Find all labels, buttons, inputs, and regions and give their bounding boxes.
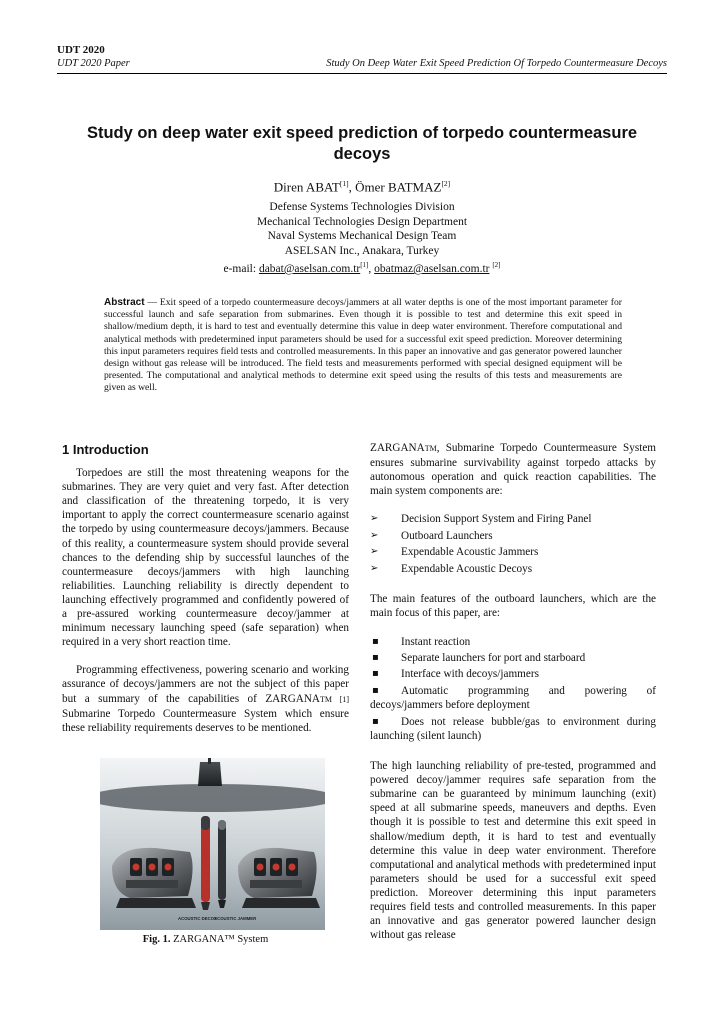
paper-title bbox=[57, 123, 667, 165]
running-title: Study On Deep Water Exit Speed Prediction Of Torpedo Countermeasure Decoys bbox=[326, 58, 667, 69]
author-1: Diren ABAT bbox=[273, 179, 340, 195]
title-line-2: decoys bbox=[333, 145, 391, 163]
header-rule bbox=[57, 73, 667, 74]
intro-paragraph-2 bbox=[62, 663, 349, 734]
list-item: ▪ Does not release bubble/gas to environment during launching (silent launch) bbox=[370, 715, 656, 743]
list-item: ▪ Automatic programming and powering of decoys/jammers before deployment bbox=[370, 684, 656, 712]
label-acoustic-decoy: ACOUSTIC DECOY bbox=[178, 916, 217, 921]
list-item: ➢ Outboard Launchers bbox=[370, 529, 656, 543]
affiliation bbox=[57, 200, 667, 276]
list-item: ▪ Interface with decoys/jammers bbox=[370, 667, 656, 681]
email-link-1[interactable]: dabat@aselsan.com.tr bbox=[258, 262, 361, 275]
features-list bbox=[370, 635, 656, 743]
components-list bbox=[370, 512, 656, 576]
submarine-sail bbox=[198, 762, 222, 786]
trademark-mark: TM bbox=[424, 444, 437, 453]
intro-p2-text-b: Submarine Torpedo Countermeasure System which ensure these reliability requirements deserves to be mentioned. bbox=[62, 707, 349, 734]
conference-name: UDT 2020 bbox=[57, 44, 105, 56]
affiliation-line-3: Naval Systems Mechanical Design Team bbox=[267, 230, 457, 242]
list-item: ▪ Instant reaction bbox=[370, 635, 656, 649]
launcher-left bbox=[112, 848, 196, 908]
intro-paragraph-1: Torpedoes are still the most threatening weapons for the submarines. They are very quiet and very fast. After detection and classification of the threatening torpedo, it is very important to apply the correct countermeasure scenario against the torpedo by using countermeasure decoys/jammers. Because of this reality, a countermeasure system should provide several chances to the defending ship by successful launches of the countermeasure decoys/jammers with high launching reliabilities. Launching reliability is directly dependent to launching effectively programmed and confidently powered of a pre-assured working countermeasure decoy/jammer at minimum necessary launching speed (safe separation) when required in a very short reaction time. bbox=[62, 467, 349, 649]
abstract-text: — Exit speed of a torpedo countermeasure decoys/jammers at all water depths is one of the most important parameter for successful launch and safe separation from submarines. Even though it is possible to test and determine this exit speed in shallow/medium depth, it is hard to test and eventually determine this value in deep water environment. Therefore computational and analytical methods with predetermined input parameters should be used for a successful exit speed prediction. Moreover determining this input parameters requires field tests and controlled measurements. In this paper an innovative and gas generator powered launcher design without gas release will be introduced. The field tests and measurements performed with special designed equipment will be presented. The computational and analytical methods to determine exit speed using the results of this tests and measurements are given as well. bbox=[104, 297, 622, 394]
author-list bbox=[57, 179, 667, 195]
submarine-hull bbox=[100, 784, 325, 812]
email-line bbox=[57, 258, 667, 276]
paper-label: UDT 2020 Paper bbox=[57, 58, 130, 69]
citation-ref: [1] bbox=[332, 694, 349, 704]
trademark-mark: TM bbox=[320, 694, 333, 704]
list-item: ➢ Decision Support System and Firing Panel bbox=[370, 512, 656, 526]
figure-caption-label: Fig. 1. bbox=[142, 934, 171, 945]
left-column bbox=[62, 441, 349, 735]
acoustic-jammer-unit bbox=[218, 820, 226, 908]
list-item: ➢ Expendable Acoustic Decoys bbox=[370, 562, 656, 576]
label-acoustic-jammer: ACOUSTIC JAMMER bbox=[214, 916, 257, 921]
zargana-paragraph bbox=[370, 441, 656, 498]
reliability-paragraph: The high launching reliability of pre-tested, programmed and powered decoy/jammer requires safe separation from the submarine can be guaranteed by minimum launching (exit) speed at all submarine speeds, maneuvers and depths. Even though it is possible to test and determine this exit speed in shallow/medium depth, it is hard to test and eventually determine this value in deep water environment. Therefore computational and analytical methods with predetermined input parameters should be used for a successful exit speed prediction. Moreover determining this input parameters requires field tests and controlled measurements. In this paper an innovative and gas generator powered launcher design without gas release bbox=[370, 760, 656, 942]
affiliation-line-2: Mechanical Technologies Design Department bbox=[256, 215, 468, 228]
zargana-name: ZARGANA bbox=[370, 442, 425, 454]
right-column bbox=[370, 441, 656, 942]
abstract bbox=[104, 297, 622, 395]
affiliation-line-1: Defense Systems Technologies Division bbox=[269, 201, 455, 213]
author-2: Ömer BATMAZ bbox=[355, 179, 442, 195]
affiliation-line-4: ASELSAN Inc., Anakara, Turkey bbox=[284, 244, 440, 257]
author-1-ref: [1] bbox=[339, 179, 349, 188]
email-label: e-mail: bbox=[223, 262, 259, 275]
zargana-text: , Submarine Torpedo Countermeasure System ensures submarine survivability against torpedo attacks by autonomous operation and quick reaction capabilities. The main system components are: bbox=[370, 442, 656, 498]
features-intro: The main features of the outboard launchers, which are the main focus of this paper, are: bbox=[370, 593, 656, 620]
figure-image bbox=[100, 758, 325, 930]
launcher-right bbox=[238, 848, 320, 908]
section-heading: 1 Introduction bbox=[62, 442, 149, 457]
figure-caption bbox=[62, 934, 349, 945]
acoustic-decoy-unit bbox=[201, 816, 210, 910]
list-item: ▪ Separate launchers for port and starboard bbox=[370, 651, 656, 665]
author-separator: , bbox=[348, 179, 356, 195]
figure-caption-text: ZARGANA™ System bbox=[170, 934, 269, 945]
email-2-ref: [2] bbox=[492, 261, 501, 269]
intro-p2-text-a: Programming effectiveness, powering scenario and working assurance of decoys/jammers are not the subject of this paper but a summary of the capabilities of ZARGANA bbox=[62, 664, 349, 705]
list-item: ➢ Expendable Acoustic Jammers bbox=[370, 545, 656, 559]
email-1-ref: [1] bbox=[360, 261, 369, 269]
email-separator: , bbox=[368, 262, 375, 275]
abstract-label: Abstract bbox=[104, 297, 145, 308]
title-line-1: Study on deep water exit speed prediction of torpedo countermeasure bbox=[86, 124, 638, 142]
figure-zargana-system bbox=[100, 758, 325, 930]
author-2-ref: [2] bbox=[441, 179, 451, 188]
email-link-2[interactable]: obatmaz@aselsan.com.tr bbox=[374, 262, 490, 275]
